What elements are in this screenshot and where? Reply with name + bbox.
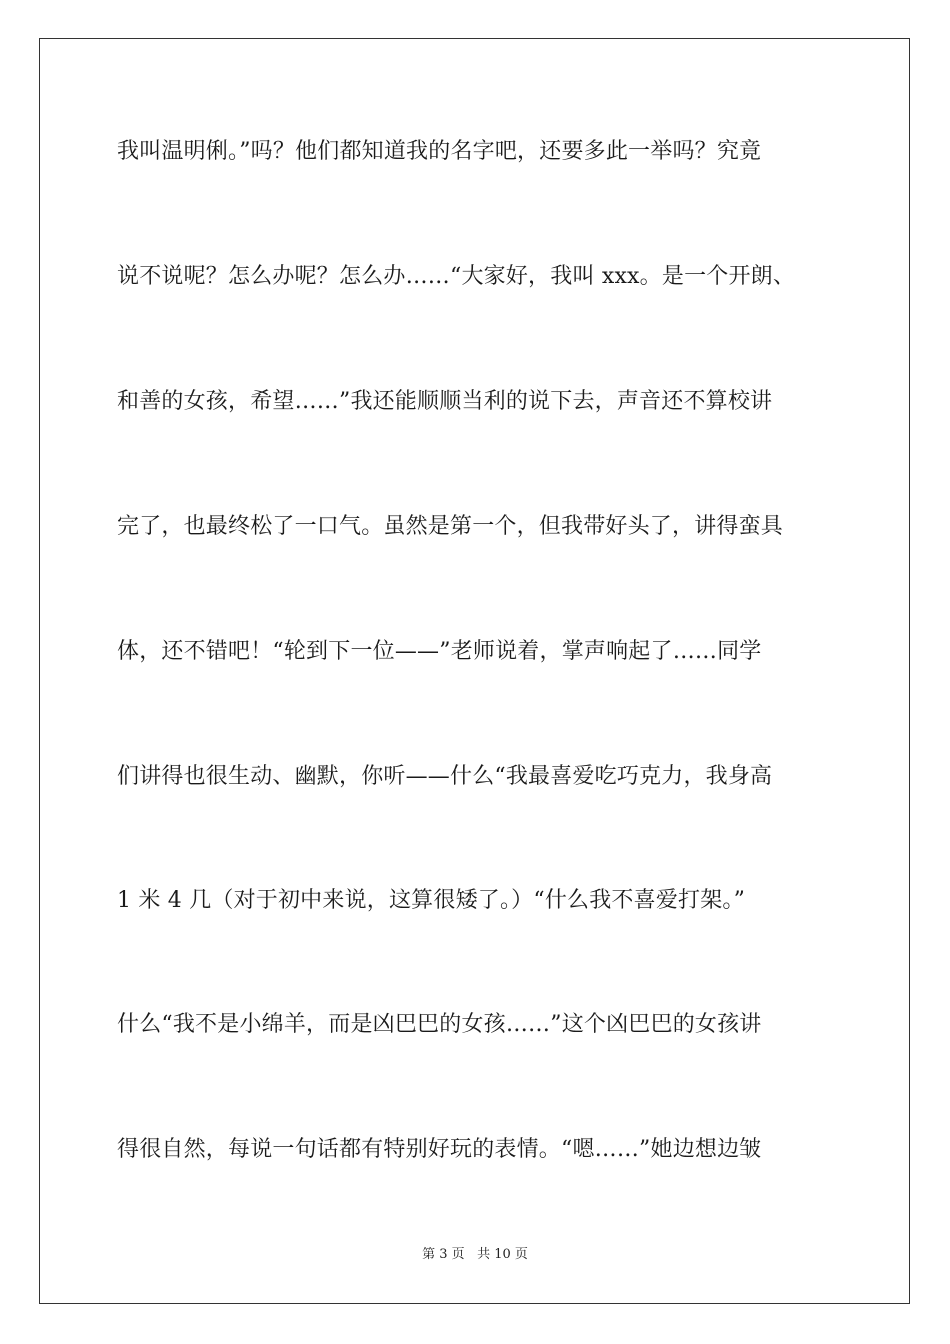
page-total: 共 10 页 [477, 1247, 528, 1262]
page-number: 第 3 页 [422, 1247, 465, 1262]
text-line: 什么“我不是小绵羊，而是凶巴巴的女孩……”这个凶巴巴的女孩讲 [117, 1012, 762, 1037]
text-line: 完了，也最终松了一口气。虽然是第一个，但我带好头了，讲得蛮具 [117, 514, 784, 539]
page-footer [0, 1246, 950, 1264]
text-line: 说不说呢？怎么办呢？怎么办……“大家好，我叫 xxx。是一个开朗、 [117, 264, 796, 289]
text-line: 们讲得也很生动、幽默，你听——什么“我最喜爱吃巧克力，我身高 [117, 764, 773, 789]
page-border [39, 38, 910, 1304]
text-line: 我叫温明俐。”吗？他们都知道我的名字吧，还要多此一举吗？究竟 [117, 139, 762, 164]
text-line: 和善的女孩，希望……”我还能顺顺当利的说下去，声音还不算校讲 [117, 389, 773, 414]
text-line: 得很自然，每说一句话都有特别好玩的表情。“嗯……”她边想边皱 [117, 1137, 762, 1162]
text-line: 体，还不错吧！“轮到下一位——”老师说着，掌声响起了……同学 [117, 639, 762, 664]
text-line: 1 米 4 几（对于初中来说，这算很矮了。）“什么我不喜爱打架。” [117, 888, 746, 913]
